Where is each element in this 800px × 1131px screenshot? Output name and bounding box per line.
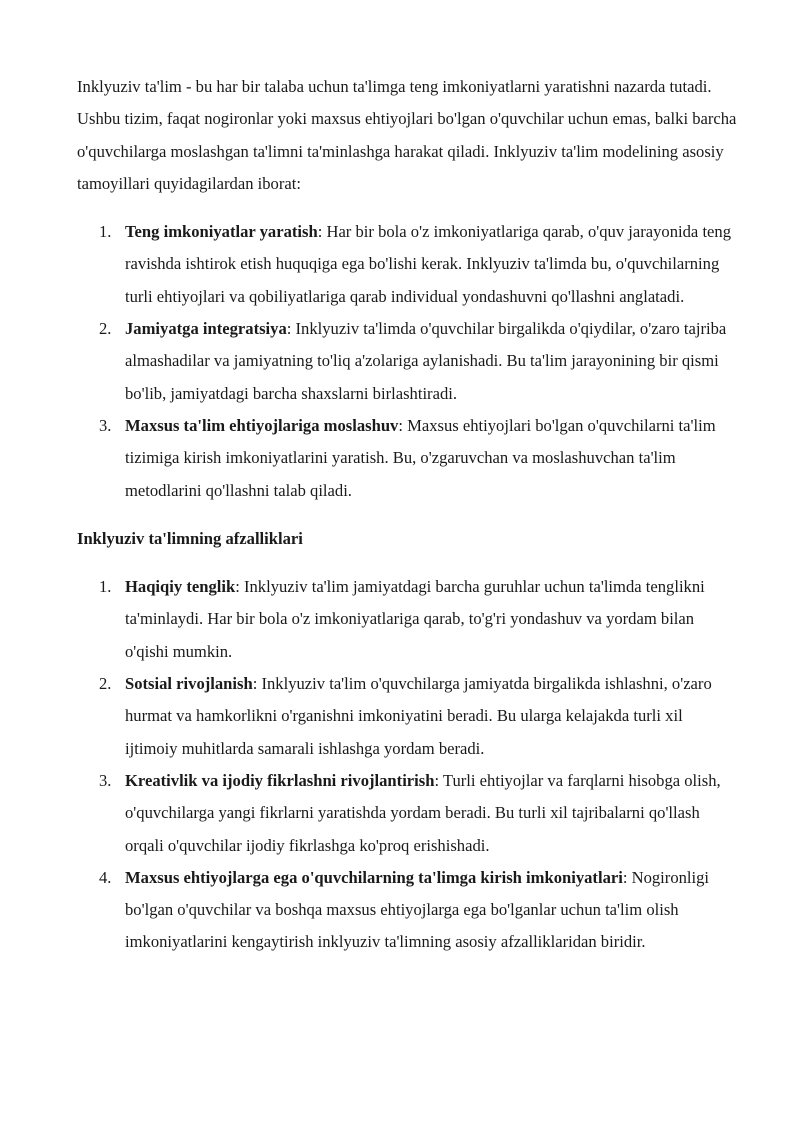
document-page [77, 71, 737, 959]
list-number: 4. [99, 867, 112, 887]
list-item [77, 313, 737, 410]
list-item-text: : Inklyuziv ta'lim o'quvchilarga jamiyatda birgalikda ishlashni, o'zaro hurmat va hamkorlikni o'rganishni imkoniyatini beradi. Bu ularga kelajakda turli xil ijtimoiy muhitlarda samarali ishlashga yordam beradi. [125, 674, 712, 758]
list-item-text: : Turli ehtiyojlar va farqlarni hisobga olish, o'quvchilarga yangi fikrlarni yaratishda yordam beradi. Bu turli xil tajribalarni qo'llash orqali o'quvchilar ijodiy fikrlashga ko'proq erishishadi. [125, 770, 721, 855]
list-item-text: : Har bir bola o'z imkoniyatlariga qarab, o'quv jarayonida teng ravishda ishtirok etish huquqiga ega bo'lishi kerak. Inklyuziv ta'limda bu, o'quvchilarning turli ehtiyojlari va qobiliyatlariga qarab individual yondashuvni qo'llashni anglatadi. [125, 222, 732, 306]
list-number: 2. [99, 674, 112, 694]
list-number: 1. [99, 577, 112, 597]
list-number: 1. [99, 222, 112, 242]
list-item [77, 410, 737, 507]
list-item-text: : Inklyuziv ta'limda o'quvchilar birgalikda o'qiydilar, o'zaro tajriba almashadilar va jamiyatning to'liq a'zolariga aylanishadi. Bu ta'lim jarayonining bir qismi bo'lib, jamiyatdagi barcha shaxslarni birlashtiradi. [125, 319, 727, 403]
list-item-text: : Inklyuziv ta'lim jamiyatdagi barcha guruhlar uchun ta'limda tenglikni ta'minlaydi. Har bir bola o'z imkoniyatlariga qarab, to'g'ri yondashuv va yordam bilan o'qishi mumkin. [125, 577, 705, 661]
list-number: 2. [99, 319, 112, 339]
list-item [77, 571, 737, 668]
list-item-title: Kreativlik va ijodiy fikrlashni rivojlantirish [125, 770, 435, 790]
list-item-title: Teng imkoniyatlar yaratish [125, 222, 318, 242]
list-item-title: Sotsial rivojlanish [125, 674, 253, 694]
advantages-list [77, 571, 737, 959]
list-item-title: Haqiqiy tenglik [125, 577, 236, 597]
list-item-title: Maxsus ehtiyojlarga ega o'quvchilarning ta'limga kirish imkoniyatlari [125, 867, 623, 887]
list-number: 3. [99, 770, 112, 790]
intro-paragraph: Inklyuziv ta'lim - bu har bir talaba uchun ta'limga teng imkoniyatlarni yaratishni nazarda tutadi. Ushbu tizim, faqat nogironlar yoki maxsus ehtiyojlari bo'lgan o'quvchilar uchun emas, balki barcha o'quvchilarga moslashgan ta'limni ta'minlashga harakat qiladi. Inklyuziv ta'lim modelining asosiy tamoyillari quyidagilardan iborat: [77, 77, 737, 193]
list-item [77, 216, 737, 313]
section-heading: Inklyuziv ta'limning afzalliklari [77, 528, 303, 548]
list-number: 3. [99, 415, 112, 435]
list-item [77, 668, 737, 765]
list-item [77, 765, 737, 862]
list-item-title: Jamiyatga integratsiya [125, 319, 287, 339]
list-item [77, 862, 737, 959]
list-item-title: Maxsus ta'lim ehtiyojlariga moslashuv [125, 415, 399, 435]
list-item-text: : Maxsus ehtiyojlari bo'lgan o'quvchilarni ta'lim tizimiga kirish imkoniyatlarini yaratish. Bu, o'zgaruvchan va moslashuvchan ta'lim metodlarini qo'llashni talab qiladi. [125, 415, 716, 500]
principles-list [77, 216, 737, 507]
list-item-text: : Nogironligi bo'lgan o'quvchilar va boshqa maxsus ehtiyojlarga ega bo'lganlar uchun ta'lim olish imkoniyatlarini kengaytirish inklyuziv ta'limning asosiy afzalliklaridan biridir. [125, 867, 710, 952]
